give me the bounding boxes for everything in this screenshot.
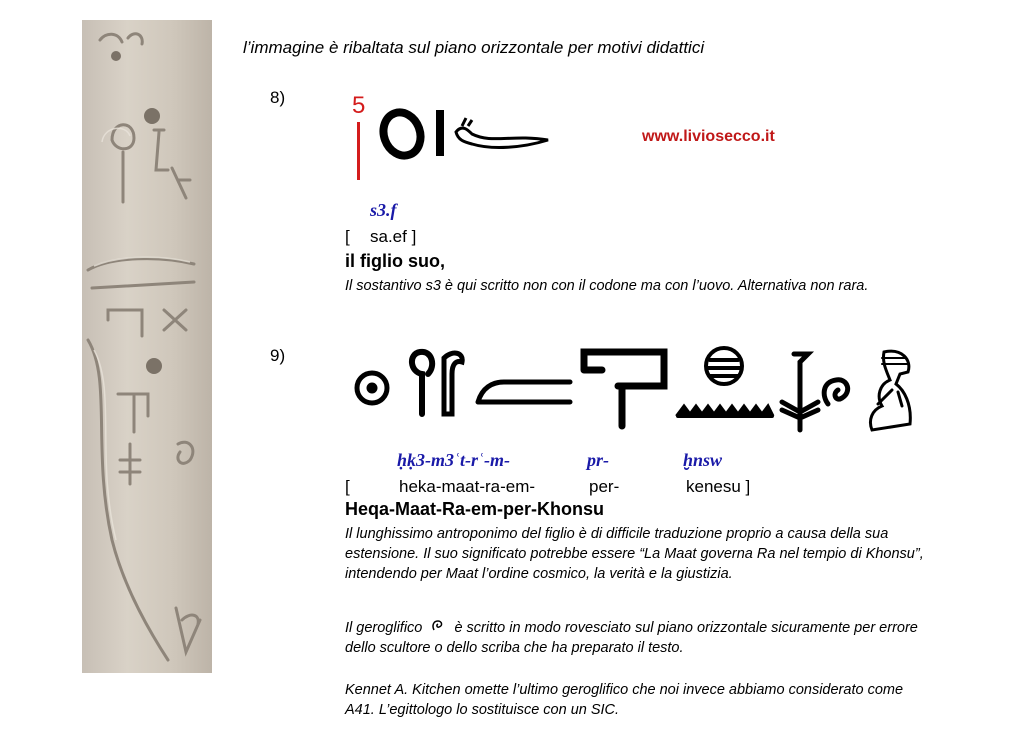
pronunciation-open-9: [	[345, 477, 350, 496]
seated-king-icon	[870, 351, 910, 430]
hieroglyphs-9	[352, 344, 922, 436]
horned-viper-icon	[456, 118, 548, 147]
page-header: l’immagine è ribaltata sul piano orizzontale per motivi didattici	[243, 38, 705, 57]
note-9-reversed-glyph	[345, 618, 935, 658]
hieroglyphs-8	[372, 104, 552, 164]
house-icon	[584, 352, 664, 426]
rope-icon	[430, 618, 446, 632]
pronunciation-9-part-3: kenesu ]	[686, 477, 751, 496]
transliteration-9-part-1: ḥḳ3-m3ʿt-rʿ-m-	[397, 450, 510, 470]
pronunciation-9-part-2: per-	[589, 477, 620, 496]
translation-8: il figlio suo,	[345, 251, 445, 271]
line-marker-bar	[357, 122, 360, 180]
sun-disc-icon	[357, 373, 387, 403]
section-8-number: 8)	[270, 88, 286, 107]
plant-icon	[782, 354, 818, 430]
translation-9: Heqa-Maat-Ra-em-per-Khonsu	[345, 499, 605, 519]
section-9-number: 9)	[270, 346, 286, 365]
feather-icon	[444, 353, 462, 414]
website-link[interactable]: www.liviosecco.it	[642, 128, 775, 145]
note-8: Il sostantivo s3 è qui scritto non con il codone ma con l’uovo. Alternativa non rara.	[345, 278, 869, 294]
pronunciation-8: sa.ef ]	[370, 227, 417, 246]
transliteration-8: s3.f	[370, 200, 397, 220]
line-marker: 5	[352, 92, 366, 119]
crook-icon	[412, 352, 432, 414]
relief-photo	[82, 20, 212, 673]
pronunciation-9-part-1: heka-maat-ra-em-	[399, 477, 536, 496]
plinth-icon	[478, 382, 570, 402]
note-9-reversed-glyph-pre: Il geroglifico	[345, 620, 423, 636]
transliteration-9-part-2: pr-	[587, 450, 609, 470]
transliteration-9-part-3: ḫnsw	[683, 450, 723, 470]
note-9-meaning: Il lunghissimo antroponimo del figlio è di difficile traduzione proprio a causa della sua estensione. Il suo significato potrebbe essere “La Maat governa Ra nel tempio di Khonsu”, intendendo per Maat l’ordine cosmico, la verità e la giustizia.	[345, 526, 924, 582]
egg-icon	[378, 107, 427, 161]
pronunciation-open-8: [	[345, 227, 350, 246]
water-icon	[678, 406, 772, 416]
rope-icon	[824, 380, 847, 404]
note-9-reversed-glyph-post: è scritto in modo rovesciato sul piano orizzontale sicuramente per errore dello scultore o dello scriba che ha preparato il testo.	[345, 620, 918, 656]
placenta-icon	[706, 348, 742, 384]
stroke-icon	[436, 110, 444, 156]
note-9-kitchen: Kennet A. Kitchen omette l’ultimo geroglifico che noi invece abbiamo considerato come A41. L’egittologo lo sostituisce con un SIC.	[345, 682, 904, 718]
